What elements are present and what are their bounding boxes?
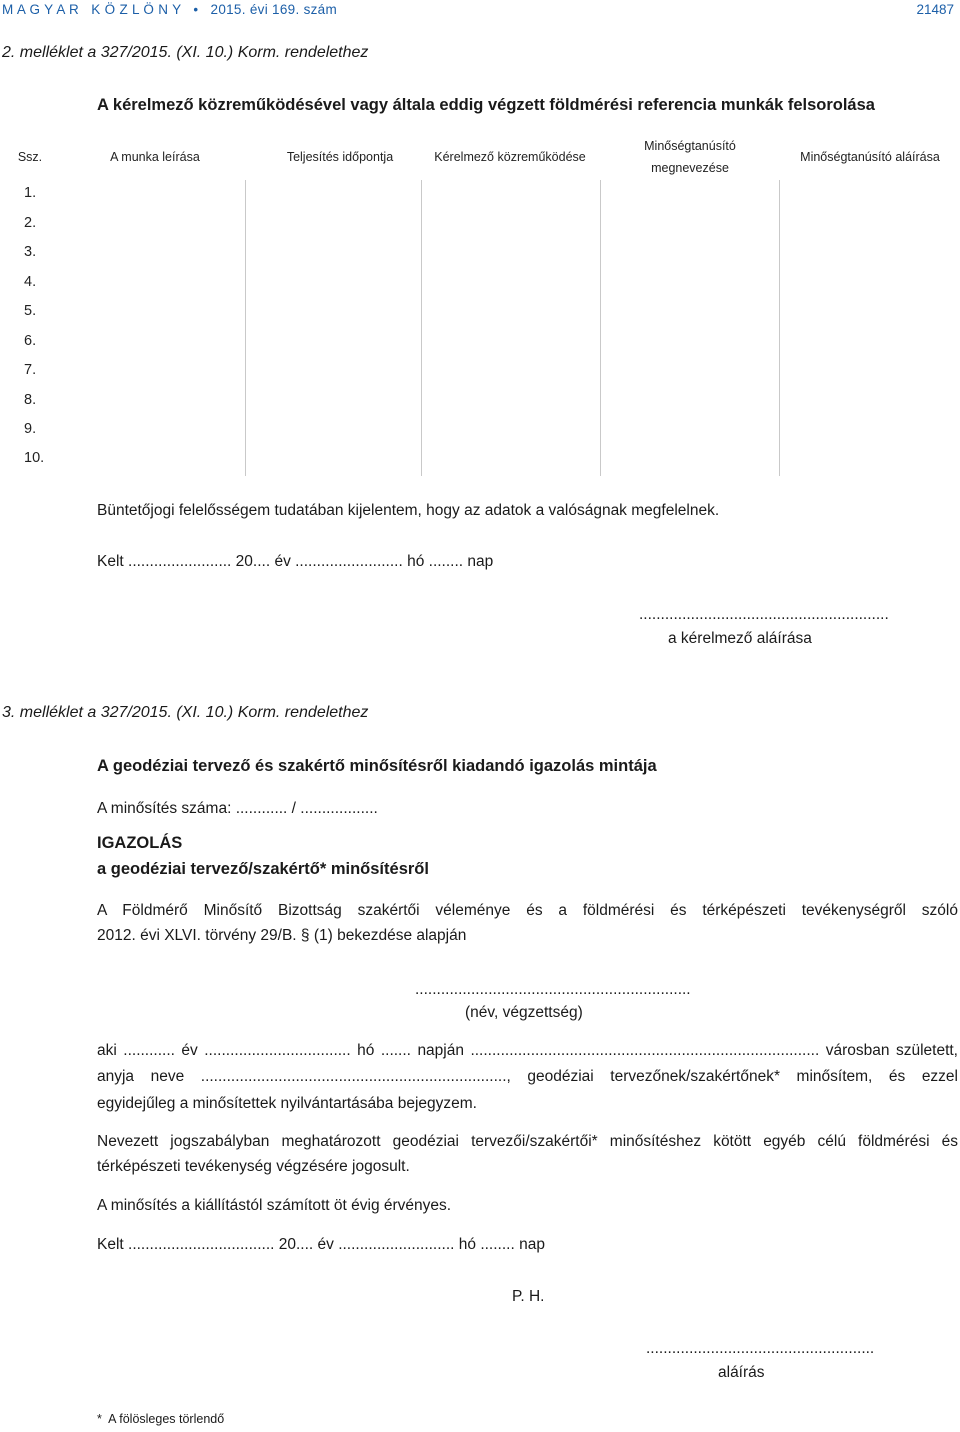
certificate-heading: IGAZOLÁS [97, 834, 183, 852]
certificate-subheading: a geodéziai tervező/szakértő* minősítésről [97, 860, 429, 878]
column-divider [421, 180, 422, 476]
name-qualification-label: (név, végzettség) [465, 1004, 583, 1021]
row-number: 6. [24, 333, 37, 349]
footnote: * A fölösleges törlendő [97, 1412, 225, 1426]
row-number: 5. [24, 303, 37, 319]
declaration-text: Büntetőjogi felelősségem tudatában kijelentem, hogy az adatok a valóságnak megfelelnek. [97, 502, 720, 519]
qualification-number: A minősítés száma: ............ / .................. [97, 800, 378, 817]
column-header-certifier-signature: Minőségtanúsító aláírása [800, 150, 940, 164]
annex2-title: A kérelmező közreműködésével vagy általa eddig végzett földmérési referencia munkák felsorolása [97, 96, 875, 114]
column-header-applicant-contribution: Kérelmező közreműködése [434, 150, 586, 164]
applicant-signature-dots: .......................................................... [639, 606, 889, 623]
entitlement-paragraph-line2: térképészeti tevékenység végzésére jogosult. [97, 1158, 410, 1175]
signature-label: aláírás [718, 1364, 765, 1381]
basis-paragraph-line2: 2012. évi XLVI. törvény 29/B. § (1) bekezdése alapján [97, 927, 467, 944]
name-dots: ................................................................ [415, 981, 691, 998]
annex3-reference: 3. melléklet a 327/2015. (XI. 10.) Korm. rendelethez [2, 704, 369, 721]
stamp-placeholder: P. H. [512, 1288, 545, 1305]
row-number: 3. [24, 244, 37, 260]
row-number: 8. [24, 392, 37, 408]
row-number: 2. [24, 215, 37, 231]
annex3-title: A geodéziai tervező és szakértő minősítésről kiadandó igazolás mintája [97, 757, 657, 775]
signature-dots: ..................................................... [646, 1340, 875, 1357]
annex3-dated-line: Kelt .................................. 20.... év ........................... hó ........ nap [97, 1236, 545, 1253]
annex2-reference: 2. melléklet a 327/2015. (XI. 10.) Korm. rendelethez [2, 44, 369, 61]
applicant-signature-label: a kérelmező aláírása [668, 630, 812, 647]
reference-work-table [0, 134, 960, 476]
column-header-certifier-name: Minőségtanúsító megnevezése [644, 139, 736, 175]
column-divider [779, 180, 780, 476]
masthead: M A G Y A R K Ö Z L Ö N Y • 2015. évi 169. szám [2, 2, 338, 17]
birth-paragraph-line1: aki ............ év .................................. hó ....... napján ................................................................................. városban született, [97, 1042, 958, 1059]
row-number: 1. [24, 185, 37, 201]
basis-paragraph-line1: A Földmérő Minősítő Bizottság szakértői véleménye és a földmérési és térképészeti tevékenységről szóló [97, 902, 958, 919]
birth-paragraph-line2: anyja neve ......................................................................., geodéziai tervezőnek/szakértőnek* minősítem, és ezzel [97, 1068, 958, 1085]
entitlement-paragraph-line1: Nevezett jogszabályban meghatározott geodéziai tervezői/szakértői* minősítéshez kötött egyéb célú földmérési és [97, 1133, 958, 1150]
column-header-completion-date: Teljesítés időpontja [286, 150, 394, 164]
row-number: 4. [24, 274, 37, 290]
row-number: 10. [24, 450, 45, 466]
column-header-ssz: Ssz. [17, 150, 43, 164]
row-number: 7. [24, 362, 37, 378]
column-divider [600, 180, 601, 476]
column-header-description: A munka leírása [110, 150, 200, 164]
page-number: 21487 [916, 2, 954, 17]
birth-paragraph-line3: egyidejűleg a minősítettek nyilvántartásába bejegyzem. [97, 1095, 477, 1112]
validity-text: A minősítés a kiállítástól számított öt évig érvényes. [97, 1197, 452, 1214]
row-number: 9. [24, 421, 37, 437]
column-divider [245, 180, 246, 476]
annex2-dated-line: Kelt ........................ 20.... év ......................... hó ........ nap [97, 553, 494, 570]
